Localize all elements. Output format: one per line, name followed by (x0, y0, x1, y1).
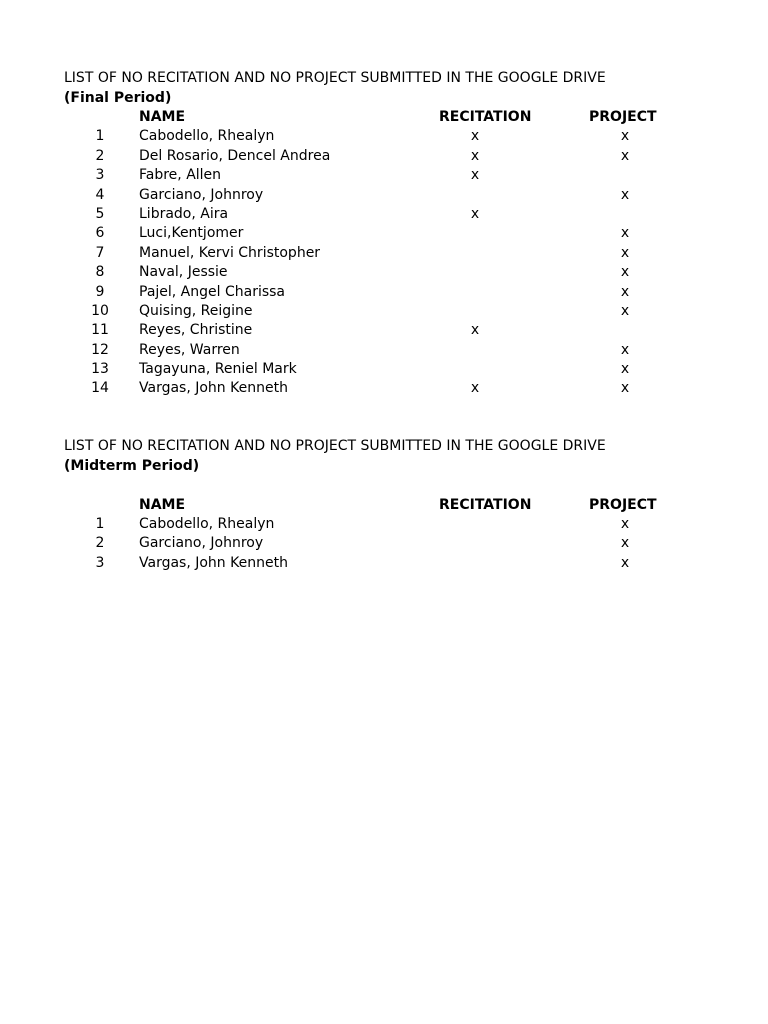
row-number: 3 (95, 554, 105, 571)
midterm-table-body (64, 515, 704, 573)
student-name: Reyes, Christine (139, 322, 253, 339)
project-mark: x (620, 515, 630, 532)
student-name: Cabodello, Rhealyn (139, 128, 275, 145)
final-period-section (64, 69, 704, 399)
table-row (64, 127, 704, 146)
recitation-mark: x (470, 147, 480, 164)
section-title: LIST OF NO RECITATION AND NO PROJECT SUBMITTED IN THE GOOGLE DRIVE (64, 438, 606, 454)
row-number: 12 (91, 341, 109, 358)
project-mark: x (620, 225, 630, 242)
table-header (64, 496, 704, 515)
table-row (64, 283, 704, 302)
student-name: Quising, Reigine (139, 302, 253, 319)
table-row (64, 554, 704, 573)
table-row (64, 166, 704, 185)
row-number: 2 (95, 147, 105, 164)
table-row (64, 341, 704, 360)
recitation-column-header: RECITATION (439, 109, 532, 125)
recitation-mark: x (470, 380, 480, 397)
student-name: Del Rosario, Dencel Andrea (139, 147, 331, 164)
row-number: 6 (95, 225, 105, 242)
project-mark: x (620, 341, 630, 358)
project-mark: x (620, 361, 630, 378)
student-name: Naval, Jessie (139, 264, 228, 281)
table-row (64, 515, 704, 534)
project-mark: x (620, 554, 630, 571)
project-column-header: PROJECT (589, 496, 657, 513)
student-name: Vargas, John Kenneth (139, 380, 288, 397)
project-mark: x (620, 380, 630, 397)
blank-row (64, 476, 704, 496)
project-mark: x (620, 283, 630, 300)
project-mark: x (620, 186, 630, 203)
row-number: 13 (91, 361, 109, 378)
recitation-mark: x (470, 322, 480, 339)
recitation-mark: x (470, 167, 480, 184)
row-number: 5 (95, 205, 105, 222)
recitation-column-header: RECITATION (439, 496, 532, 513)
final-table-body (64, 127, 704, 398)
student-name: Pajel, Angel Charissa (139, 283, 286, 300)
student-name: Garciano, Johnroy (139, 186, 264, 203)
table-row (64, 302, 704, 321)
recitation-mark: x (470, 128, 480, 145)
student-name: Manuel, Kervi Christopher (139, 244, 321, 261)
table-row (64, 321, 704, 340)
student-name: Vargas, John Kenneth (139, 554, 288, 571)
row-number: 1 (95, 515, 105, 532)
table-row (64, 205, 704, 224)
row-number: 3 (95, 167, 105, 184)
name-column-header: NAME (139, 109, 186, 125)
student-name: Fabre, Allen (139, 167, 222, 184)
row-number: 10 (91, 302, 109, 319)
table-header (64, 108, 704, 127)
student-name: Reyes, Warren (139, 341, 240, 358)
row-number: 2 (95, 535, 105, 552)
student-name: Librado, Aira (139, 205, 229, 222)
row-number: 11 (91, 322, 109, 339)
name-column-header: NAME (139, 496, 186, 513)
table-row (64, 534, 704, 553)
row-number: 4 (95, 186, 105, 203)
table-row (64, 263, 704, 282)
project-mark: x (620, 147, 630, 164)
midterm-period-section (64, 437, 704, 573)
student-name: Garciano, Johnroy (139, 535, 264, 552)
project-mark: x (620, 244, 630, 261)
project-mark: x (620, 128, 630, 145)
table-row (64, 244, 704, 263)
row-number: 1 (95, 128, 105, 145)
row-number: 8 (95, 264, 105, 281)
row-number: 14 (91, 380, 109, 397)
table-row (64, 360, 704, 379)
student-name: Cabodello, Rhealyn (139, 515, 275, 532)
student-name: Tagayuna, Reniel Mark (139, 361, 297, 378)
period-label: (Final Period) (64, 89, 172, 106)
table-row (64, 379, 704, 398)
period-label: (Midterm Period) (64, 457, 200, 474)
project-mark: x (620, 302, 630, 319)
row-number: 7 (95, 244, 105, 261)
student-name: Luci,Kentjomer (139, 225, 244, 242)
table-row (64, 186, 704, 205)
recitation-mark: x (470, 205, 480, 222)
table-row (64, 224, 704, 243)
row-number: 9 (95, 283, 105, 300)
section-title: LIST OF NO RECITATION AND NO PROJECT SUBMITTED IN THE GOOGLE DRIVE (64, 70, 606, 86)
table-row (64, 147, 704, 166)
project-column-header: PROJECT (589, 109, 657, 125)
project-mark: x (620, 264, 630, 281)
project-mark: x (620, 535, 630, 552)
